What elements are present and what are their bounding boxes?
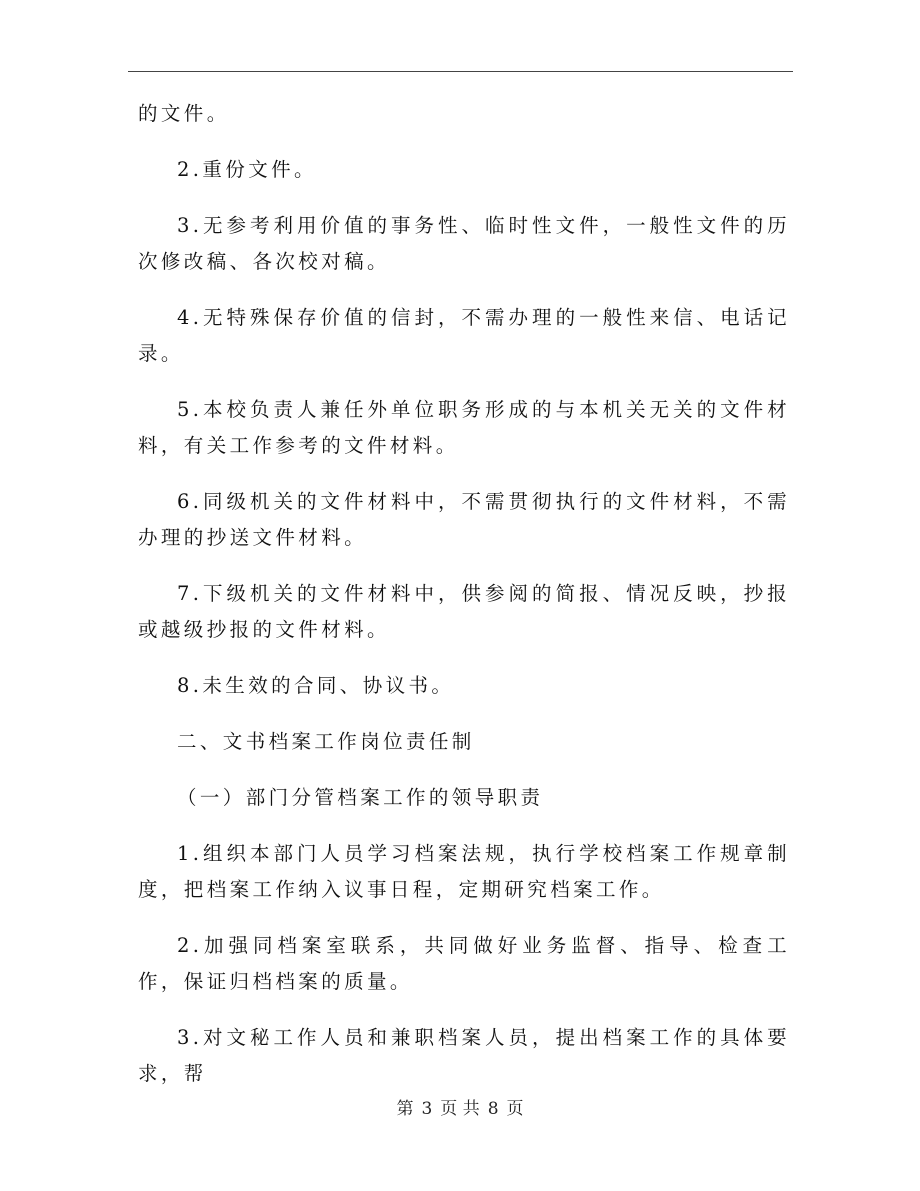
body-text bbox=[138, 96, 790, 1112]
current-page-number: 3 bbox=[421, 1099, 433, 1119]
page-number-footer bbox=[0, 1094, 920, 1119]
paragraph: 1.组织本部门人员学习档案法规，执行学校档案工作规章制度，把档案工作纳入议事日程，定期研究档案工作。 bbox=[138, 842, 790, 901]
footer-middle: 页 共 bbox=[440, 1099, 480, 1119]
header-rule bbox=[128, 71, 793, 72]
paragraph: 的文件。 bbox=[138, 102, 230, 125]
footer-prefix: 第 bbox=[396, 1099, 414, 1119]
footer-suffix: 页 bbox=[506, 1099, 524, 1119]
paragraph: 2.重份文件。 bbox=[177, 158, 317, 181]
paragraph: 6.同级机关的文件材料中，不需贯彻执行的文件材料，不需办理的抄送文件材料。 bbox=[138, 490, 790, 549]
total-page-count: 8 bbox=[487, 1099, 499, 1119]
paragraph: 7.下级机关的文件材料中，供参阅的简报、情况反映，抄报或越级抄报的文件材料。 bbox=[138, 582, 790, 641]
paragraph: 8.未生效的合同、协议书。 bbox=[177, 674, 455, 697]
paragraph: 2.加强同档案室联系，共同做好业务监督、指导、检查工作，保证归档档案的质量。 bbox=[138, 934, 790, 993]
subsection-heading: （一）部门分管档案工作的领导职责 bbox=[177, 786, 544, 809]
paragraph: 5.本校负责人兼任外单位职务形成的与本机关无关的文件材料，有关工作参考的文件材料。 bbox=[138, 398, 790, 457]
section-heading: 二、文书档案工作岗位责任制 bbox=[177, 730, 475, 753]
paragraph: 3.对文秘工作人员和兼职档案人员，提出档案工作的具体要求，帮 bbox=[138, 1026, 790, 1085]
paragraph: 3.无参考利用价值的事务性、临时性文件，一般性文件的历次修改稿、各次校对稿。 bbox=[138, 214, 790, 273]
paragraph: 4.无特殊保存价值的信封，不需办理的一般性来信、电话记录。 bbox=[138, 306, 790, 365]
